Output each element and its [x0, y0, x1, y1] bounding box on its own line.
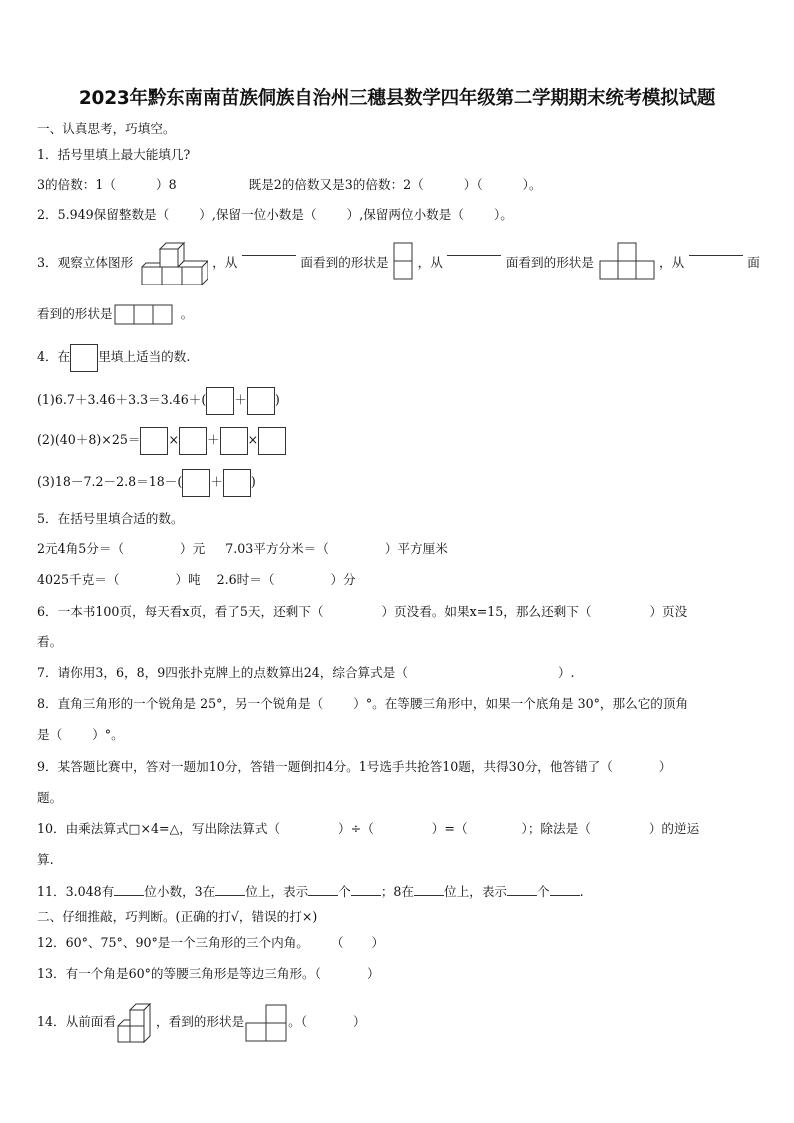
q6-line-2: 看。: [37, 634, 63, 649]
q10-line-2: 算.: [37, 852, 54, 867]
q4-item-2: (2)(40＋8)×25＝ × ＋ ×: [37, 426, 760, 454]
q11-blank-4[interactable]: [351, 881, 381, 896]
q2-line: 2．5.949保留整数是（ ）,保留一位小数是（ ）,保留两位小数是（ ）。: [37, 207, 513, 222]
q4-sample-box: [70, 344, 98, 372]
q10-line-1: 10．由乘法算式□×4=△，写出除法算式（ ）÷（ ）=（ ）；除法是（ ）的逆运: [37, 821, 700, 836]
solid-cubes-figure: [138, 241, 208, 285]
q11-blank-2[interactable]: [215, 881, 245, 896]
q9-line-1: 9．某答题比赛中，答对一题加10分，答错一题倒扣4分。1号选手共抢答10题，共得30分，他答错了（ ）: [37, 759, 672, 774]
q7-line: 7．请你用3，6，8，9四张扑克牌上的点数算出24，综合算式是（ ）.: [37, 665, 575, 680]
q5-line-1: 2元4角5分＝（ ）元 7.03平方分米＝（ ）平方厘米: [37, 541, 448, 556]
q4-2-box-3[interactable]: [220, 427, 248, 455]
q6-line-1: 6．一本书100页，每天看x页，看了5天，还剩下（ ）页没看。如果x=15，那么还剩下（ ）页没: [37, 604, 688, 619]
q3-line-2: 看到的形状是 。: [37, 303, 760, 325]
view-three-row-figure: [113, 304, 175, 326]
q1-answer-line: 3的倍数：1（ ）8 既是2的倍数又是3的倍数：2（ ）（ ）。: [37, 177, 542, 192]
view-two-vertical-figure: [393, 241, 413, 281]
q1-heading: 1．括号里填上最大能填几?: [37, 147, 191, 162]
q4-1-box-1[interactable]: [206, 387, 234, 415]
q5-heading: 5．在括号里填合适的数。: [37, 511, 184, 526]
q4-item-3: (3)18－7.2－2.8＝18－( ＋ ): [37, 468, 760, 496]
q8-line-1: 8．直角三角形的一个锐角是 25°，另一个锐角是（ ）°。在等腰三角形中，如果一个底角是 30°，那么它的顶角: [37, 696, 689, 711]
q4-item-1: (1)6.7＋3.46＋3.3＝3.46＋( ＋ ): [37, 386, 760, 414]
q5-line-2: 4025千克＝（ ）吨 2.6时＝（ ）分: [37, 572, 356, 587]
q3-blank-2[interactable]: [447, 241, 501, 256]
q4-2-box-2[interactable]: [179, 427, 207, 455]
q11-blank-1[interactable]: [114, 881, 144, 896]
q3-blank-1[interactable]: [242, 241, 296, 256]
q3-blank-3[interactable]: [689, 241, 743, 256]
q3-line-1: 3．观察立体图形 ，从 面看到的形状是 ，从 面看到的形状是 ，从 面: [37, 241, 760, 285]
page-title: 2023年黔东南南苗族侗族自治州三穗县数学四年级第二学期期末统考模拟试题: [78, 88, 716, 109]
view-l-shape-figure: [599, 241, 655, 281]
q4-1-box-2[interactable]: [247, 387, 275, 415]
q11-blank-7[interactable]: [550, 881, 580, 896]
q14-line: 14．从前面看 ，看到的形状是 。（ ）: [37, 1000, 760, 1044]
q4-2-box-1[interactable]: [140, 427, 168, 455]
stacked-cubes-figure: [116, 1002, 156, 1044]
q4-3-box-1[interactable]: [182, 469, 210, 497]
section-2-heading: 二、仔细推敲，巧判断。(正确的打√，错误的打×): [37, 909, 318, 924]
section-1-heading: 一、认真思考，巧填空。: [37, 121, 176, 136]
q11-blank-6[interactable]: [507, 881, 537, 896]
q11-blank-5[interactable]: [414, 881, 444, 896]
q8-line-2: 是（ ）°。: [37, 727, 124, 742]
q11-blank-3[interactable]: [308, 881, 338, 896]
q4-heading: 4．在 里填上适当的数.: [37, 343, 760, 371]
front-view-figure: [244, 1003, 288, 1043]
q13-line: 13．有一个角是60°的等腰三角形是等边三角形。（ ）: [37, 966, 380, 981]
q4-2-box-4[interactable]: [258, 427, 286, 455]
q9-line-2: 题。: [37, 790, 63, 805]
q11-line: 11．3.048有 位小数，3在 位上，表示 个 ；8在 位上，表示 个 .: [37, 881, 760, 903]
q12-line: 12．60°、75°、90°是一个三角形的三个内角。 （ ）: [37, 935, 385, 950]
q4-3-box-2[interactable]: [223, 469, 251, 497]
